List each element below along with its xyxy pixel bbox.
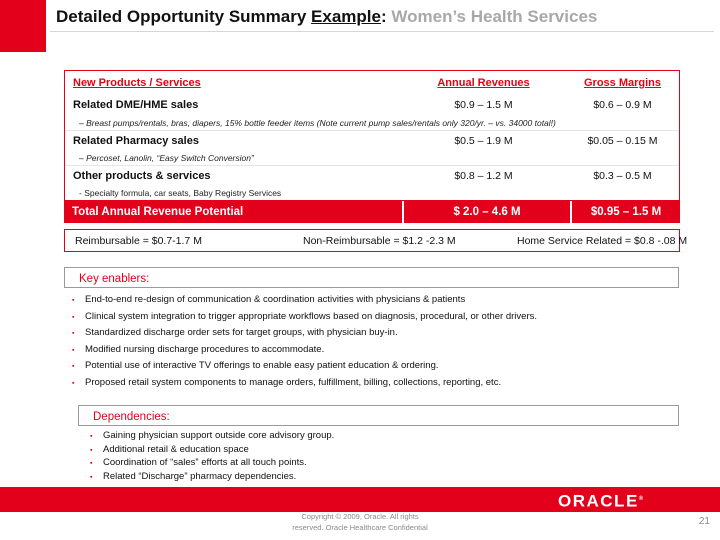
bullet-icon: ▪ [72, 363, 75, 370]
row-name: Related DME/HME sales [73, 99, 199, 111]
row-note-text: - Specialty formula, car seats, Baby Registry Services [79, 187, 282, 198]
bullet-icon: ▪ [72, 313, 75, 321]
table-row-note [65, 150, 679, 165]
title-prefix: Detailed Opportunity Summary [56, 7, 312, 26]
oracle-logo-text: ORACLE [558, 491, 639, 511]
total-label: Total Annual Revenue Potential [64, 201, 402, 223]
list-item-text: Modified nursing discharge procedures to accommodate. [85, 343, 325, 355]
bullet-icon: ▪ [72, 379, 75, 387]
row-margin: $0.6 – 0.9 M [593, 99, 652, 111]
dependencies-list [90, 431, 670, 485]
key-enablers-box [64, 267, 679, 288]
table-row-other [65, 165, 679, 185]
table-row-pharmacy [65, 130, 679, 150]
row-name: Related Pharmacy sales [73, 134, 199, 147]
row-margin: $0.3 – 0.5 M [593, 169, 652, 182]
bullet-icon: ▪ [90, 446, 93, 454]
total-margin: $0.95 – 1.5 M [572, 201, 680, 223]
row-revenue: $0.9 – 1.5 M [454, 99, 513, 111]
title-colon: : [380, 7, 392, 26]
title-example-underlined: Example [311, 7, 381, 26]
table-row-note [65, 185, 679, 200]
total-revenue: $ 2.0 – 4.6 M [404, 201, 570, 223]
summary-row [64, 229, 688, 252]
row-name: Other products & services [73, 169, 211, 182]
bottom-red-bar [0, 487, 720, 512]
column-header-revenues: Annual Revenues [437, 77, 530, 89]
summary-non-reimbursable: Non-Reimbursable = $1.2 -2.3 M [303, 234, 456, 247]
page-number: 21 [698, 516, 710, 527]
list-item [72, 378, 676, 389]
bullet-icon: ▪ [72, 297, 75, 304]
copyright-line1: Copyright © 2009, Oracle. All rights [301, 512, 419, 521]
table-row-dme [65, 95, 679, 115]
bullet-icon: ▪ [72, 346, 75, 354]
list-item-text: Related “Discharge” pharmacy dependencies. [103, 470, 297, 482]
dependencies-box [78, 405, 679, 426]
list-item-text: End-to-end re-design of communication & coordination activities with physicians & patients [85, 294, 466, 305]
list-item-text: Proposed retail system components to manage orders, fulfillment, billing, collections, reporting, etc. [85, 376, 502, 388]
bullet-icon: ▪ [90, 433, 93, 440]
row-note-text: – Breast pumps/rentals, bras, diapers, 15% bottle feeder items (Note current pump sales/rentals only 320/yr. – vs. 34000 total!) [79, 117, 556, 128]
list-item [90, 472, 670, 483]
copyright-text [0, 512, 720, 533]
row-revenue: $0.8 – 1.2 M [454, 169, 513, 182]
registered-trademark-icon: ® [638, 496, 644, 502]
bullet-icon: ▪ [72, 330, 75, 337]
list-item-text: Coordination of “sales” efforts at all touch points. [103, 457, 307, 468]
list-item-text: Potential use of interactive TV offerings to enable easy patient education & ordering. [85, 360, 439, 371]
row-note-text: – Percoset, Lanolin, “Easy Switch Conversion” [79, 152, 254, 163]
key-enablers-label: Key enablers: [79, 273, 150, 285]
list-item [90, 458, 670, 469]
total-row [64, 201, 680, 223]
row-margin: $0.05 – 0.15 M [587, 134, 658, 147]
summary-reimbursable: Reimbursable = $0.7-1.7 M [75, 234, 202, 247]
list-item [72, 295, 676, 306]
table-row-note [65, 115, 679, 130]
dependencies-label: Dependencies: [93, 411, 170, 423]
bullet-icon: ▪ [90, 473, 93, 481]
list-item [72, 345, 676, 356]
list-item-text: Clinical system integration to trigger appropriate workflows based on diagnosis, procedural, or other drivers. [85, 310, 537, 322]
table-body [64, 70, 680, 201]
list-item [90, 445, 670, 456]
title-divider [50, 31, 714, 32]
bullet-icon: ▪ [90, 460, 93, 467]
page-title [56, 7, 597, 27]
list-item [90, 431, 670, 442]
list-item [72, 361, 676, 372]
title-subject: Women’s Health Services [391, 7, 598, 26]
list-item-text: Standardized discharge order sets for target groups, with physician buy-in. [85, 327, 398, 338]
summary-home-service: Home Service Related = $0.8 -.08 M [517, 234, 688, 247]
key-enablers-list [72, 295, 676, 394]
red-corner-block [0, 0, 46, 52]
column-header-products: New Products / Services [73, 77, 201, 89]
list-item-text: Additional retail & education space [103, 443, 249, 455]
list-item [72, 328, 676, 339]
copyright-line2: reserved. Oracle Healthcare Confidential [292, 522, 428, 532]
column-header-margins: Gross Margins [583, 77, 662, 89]
oracle-logo [558, 487, 643, 512]
list-item [72, 312, 676, 323]
list-item-text: Gaining physician support outside core advisory group. [103, 430, 335, 441]
table-header-row [65, 71, 679, 95]
opportunity-table [64, 70, 688, 252]
row-revenue: $0.5 – 1.9 M [454, 134, 513, 147]
